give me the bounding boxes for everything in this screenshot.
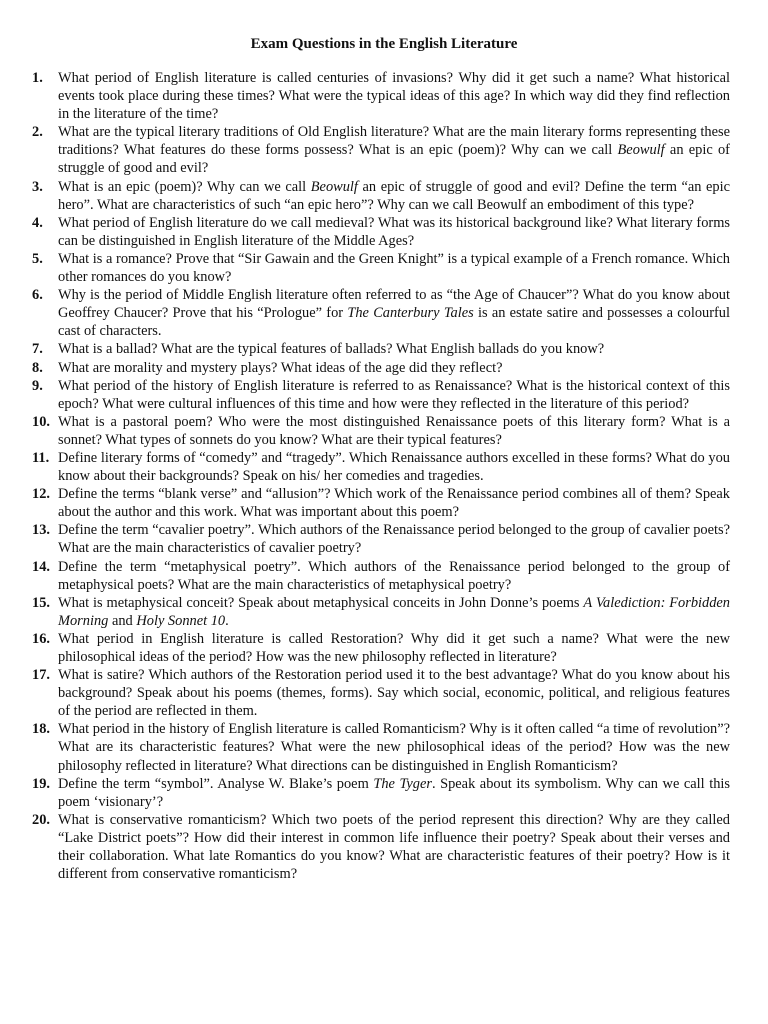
question-text-segment: Define the term “cavalier poetry”. Which authors of the Renaissance period belonged to the group of cavalier poets? What are the main characteristics of cavalier poetry? [58, 522, 730, 557]
question-text [58, 287, 730, 339]
question-text [58, 486, 730, 520]
question-item [32, 521, 730, 557]
question-number: 19. [32, 775, 50, 792]
question-text-segment: What is an epic (poem)? Why can we call [58, 178, 311, 195]
question-item [32, 630, 730, 666]
question-text-segment: What is a romance? Prove that “Sir Gawain and the Green Knight” is a typical example of a French romance. Which other romances do you know? [58, 250, 730, 286]
question-text [58, 631, 730, 665]
question-item [32, 377, 730, 413]
question-text-segment: Define the terms “blank verse” and “allusion”? Which work of the Renaissance period combines all of them? Speak about the author and this work. What was important about this poem? [58, 486, 730, 521]
work-title: Beowulf [310, 178, 358, 195]
question-text [58, 179, 730, 213]
question-text [58, 522, 730, 556]
question-item [32, 413, 730, 449]
question-text [58, 595, 730, 629]
question-text-segment: What period of English literature do we call medieval? What was its historical background like? What literary forms can be distinguished in English literature of the Middle Ages? [58, 214, 730, 249]
question-number: 12. [32, 486, 50, 503]
question-text-segment: What are the typical literary traditions of Old English literature? What are the main literary forms representing these traditions? What features do these forms possess? What is an epic (poem)? Why can we call [58, 124, 730, 159]
question-text-segment: Define the term “symbol”. Analyse W. Blake’s poem [58, 775, 374, 792]
question-number: 2. [32, 124, 43, 141]
question-number: 6. [32, 287, 43, 304]
question-text-segment: . Speak about its symbolism. Why can we call this poem ‘visionary’? [58, 775, 730, 810]
work-title: A Valediction: Forbidden Morning [58, 594, 730, 629]
question-text [58, 251, 730, 285]
question-text-segment: What is a pastoral poem? Who were the most distinguished Renaissance poets of this literary form? What is a sonnet? What types of sonnets do you know? What are their typical features? [58, 413, 730, 448]
question-number: 18. [32, 721, 50, 738]
work-title: The Canterbury Tales [347, 305, 474, 322]
question-text [58, 70, 730, 122]
work-title: The Tyger [373, 775, 432, 792]
question-text-segment: What period of the history of English literature is referred to as Renaissance? What is the historical context of this epoch? What were cultural influences of this time and how were they reflected in the literature of this period? [58, 377, 730, 412]
question-text [58, 776, 730, 810]
question-text-segment: What period in English literature is called Restoration? Why did it get such a name? What were the new philosophical ideas of the period? How was the new philosophy reflected in literature? [58, 630, 730, 665]
question-text [58, 721, 730, 773]
question-number: 13. [32, 522, 50, 539]
question-item [32, 250, 730, 286]
question-item [32, 286, 730, 340]
question-item [32, 594, 730, 630]
question-item [32, 485, 730, 521]
work-title: Beowulf [617, 142, 665, 159]
document-title: Exam Questions in the English Literature [250, 36, 518, 52]
question-number: 15. [32, 594, 50, 611]
question-list [32, 69, 730, 883]
question-text-segment: What period of English literature is called centuries of invasions? Why did it get such a name? What historical events took place during these times? What were the typical ideas of this age? In which way did they find reflection in the literature of the time? [58, 70, 730, 123]
question-number: 7. [32, 341, 43, 358]
question-text [58, 450, 730, 484]
question-item [32, 123, 730, 177]
question-item [32, 558, 730, 594]
question-item [32, 666, 730, 720]
question-number: 5. [32, 250, 43, 267]
question-text-segment: What is a ballad? What are the typical features of ballads? What English ballads do you know? [58, 341, 605, 358]
question-number: 9. [32, 377, 43, 394]
question-item [32, 69, 730, 123]
question-text-segment: Define the term “metaphysical poetry”. Which authors of the Renaissance period belonged to the group of metaphysical poets? What are the main characteristics of metaphysical poetry? [58, 558, 730, 593]
question-number: 3. [32, 178, 43, 195]
question-item [32, 775, 730, 811]
question-text-segment: Define literary forms of “comedy” and “tragedy”. Which Renaissance authors excelled in these forms? What do you know about their backgrounds? Speak on his/ her comedies and tragedies. [58, 449, 730, 485]
question-item [32, 720, 730, 774]
question-number: 11. [32, 449, 50, 466]
question-number: 14. [32, 558, 50, 575]
question-text-segment: What period in the history of English literature is called Romanticism? Why is it often called “a time of revolution”? What are its characteristic features? What were the new philosophical ideas of the period? How was the new philosophy reflected in literature? What directions can be distinguished in English Romanticism? [58, 721, 730, 774]
question-text [58, 215, 730, 249]
question-text-segment: is an estate satire and possesses a colourful cast of characters. [58, 305, 731, 340]
question-item [32, 359, 730, 377]
question-text [58, 378, 730, 412]
question-text-segment: What are morality and mystery plays? What ideas of the age did they reflect? [58, 359, 503, 376]
question-text [58, 360, 502, 376]
question-number: 16. [32, 630, 50, 647]
question-number: 8. [32, 359, 43, 376]
question-item [32, 214, 730, 250]
question-text [58, 124, 730, 176]
question-text-segment: an epic of struggle of good and evil? Define the term “an epic hero”. What are characteristics of such “an epic hero”? Why can we call Beowulf an embodiment of this type? [58, 178, 730, 213]
question-text-segment: What is conservative romanticism? Which two poets of the period represent this direction? Why are they called “Lake District poets”? How did their interest in common life influence their poetry? Speak about their verses and their collaboration. What late Romantics do you know? What are characteristic features of their poetry? How is it different from conservative romanticism? [58, 811, 730, 883]
question-text [58, 667, 730, 719]
question-text-segment: What is satire? Which authors of the Restoration period used it to the best advantage? What do you know about his background? Speak about his poems (themes, forms). Say which social, economic, political, and religious features of the period are reflected in them. [58, 667, 730, 720]
question-text-segment: What is metaphysical conceit? Speak about metaphysical conceits in John Donne’s poems [58, 594, 584, 611]
question-number: 10. [32, 413, 50, 430]
question-text [58, 559, 730, 593]
question-item [32, 449, 730, 485]
question-number: 4. [32, 214, 43, 231]
question-item [32, 811, 730, 883]
work-title: Holy Sonnet 10 [136, 612, 226, 629]
question-text [58, 812, 730, 882]
question-text [58, 341, 604, 357]
question-text [58, 414, 730, 448]
question-item [32, 178, 730, 214]
question-number: 1. [32, 70, 43, 86]
question-number: 20. [32, 811, 50, 828]
question-text-segment: and [108, 612, 137, 629]
question-text-segment: Why is the period of Middle English literature often referred to as “the Age of Chaucer”? What do you know about Geoffrey Chaucer? Prove that his “Prologue” for [58, 287, 730, 322]
question-text-segment: an epic of struggle of good and evil? [58, 142, 730, 177]
question-item [32, 340, 730, 358]
question-text-segment: . [225, 612, 229, 629]
question-number: 17. [32, 667, 50, 684]
